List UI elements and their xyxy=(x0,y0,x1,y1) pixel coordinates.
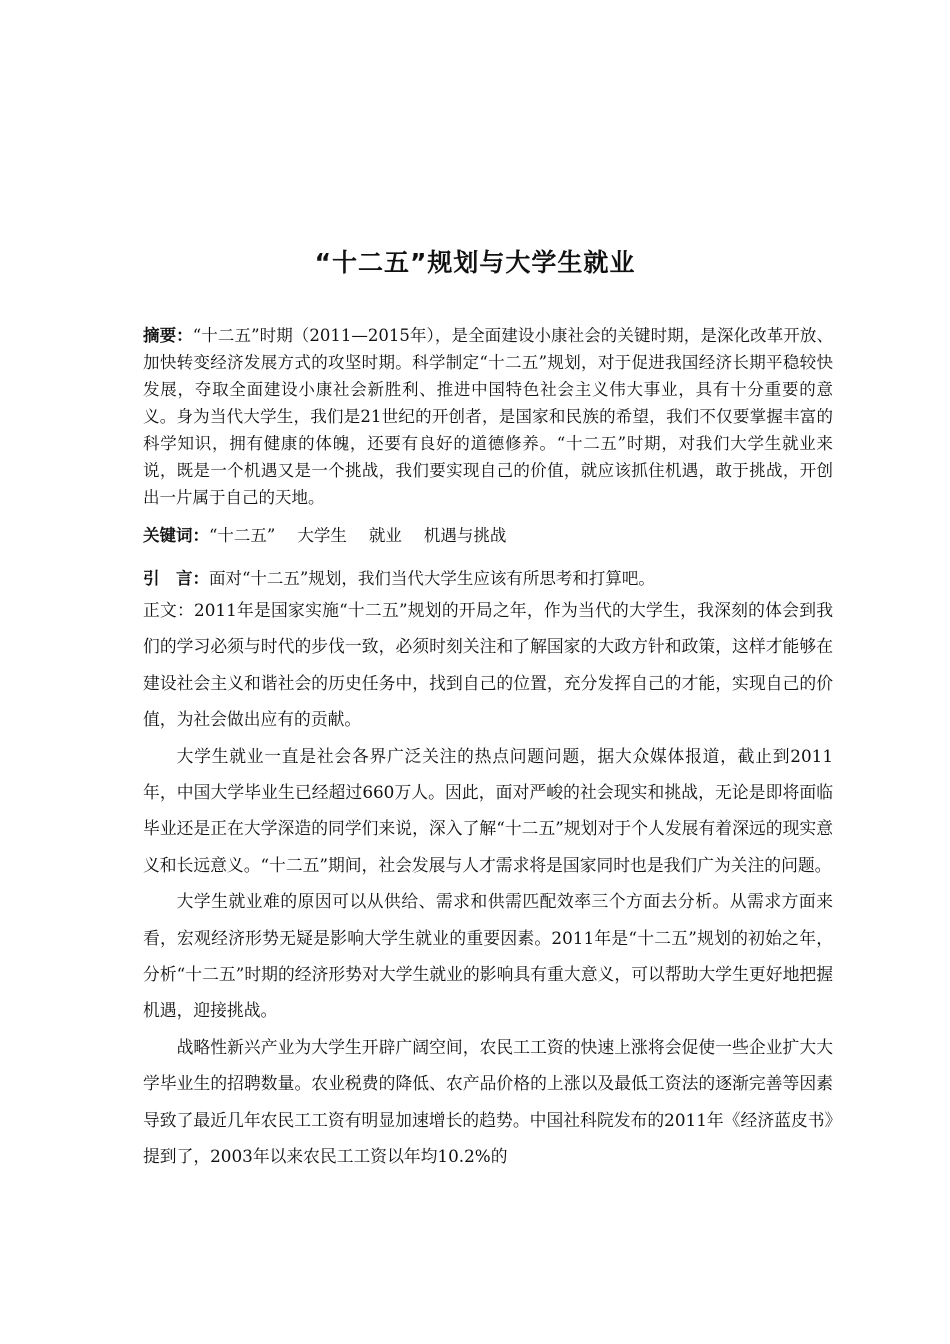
keywords xyxy=(143,522,833,549)
body-text xyxy=(143,592,833,1175)
intro-label: 引 言： xyxy=(143,569,209,588)
body-paragraph-3: 大学生就业难的原因可以从供给、需求和供需匹配效率三个方面去分析。从需求方面来看，宏观经济形势无疑是影响大学生就业的重要因素。2011年是“十二五”规划的初始之年，分析“十二五”时期的经济形势对大学生就业的影响具有重大意义，可以帮助大学生更好地把握机遇，迎接挑战。 xyxy=(143,891,833,1021)
keyword-1: “十二五” xyxy=(209,526,276,545)
abstract xyxy=(143,322,833,511)
keywords-label: 关键词： xyxy=(143,526,209,545)
keyword-2: 大学生 xyxy=(297,526,347,545)
body-paragraph-2: 大学生就业一直是社会各界广泛关注的热点问题问题，据大众媒体报道，截止到2011年，中国大学毕业生已经超过660万人。因此，面对严峻的社会现实和挑战，无论是即将面临毕业还是正在大学深造的同学们来说，深入了解“十二五”规划对于个人发展有着深远的现实意义和长远意义。“十二五”期间，社会发展与人才需求将是国家同时也是我们广为关注的问题。 xyxy=(143,745,833,875)
body-paragraph-4: 战略性新兴产业为大学生开辟广阔空间，农民工工资的快速上涨将会促使一些企业扩大大学毕业生的招聘数量。农业税费的降低、农产品价格的上涨以及最低工资法的逐渐完善等因素导致了最近几年农民工工资有明显加速增长的趋势。中国社科院发布的2011年《经济蓝皮书》提到了，2003年以来农民工工资以年均10.2%的 xyxy=(143,1036,833,1167)
abstract-label: 摘要： xyxy=(143,326,193,345)
introduction xyxy=(143,566,833,592)
abstract-text: “十二五”时期（2011—2015年），是全面建设小康社会的关键时期，是深化改革开放、加快转变经济发展方式的攻坚时期。科学制定“十二五”规划，对于促进我国经济长期平稳较快发展，夺取全面建设小康社会新胜利、推进中国特色社会主义伟大事业，具有十分重要的意义。身为当代大学生，我们是21世纪的开创者，是国家和民族的希望，我们不仅要掌握丰富的科学知识，拥有健康的体魄，还要有良好的道德修养。“十二五”时期，对我们大学生就业来说，既是一个机遇又是一个挑战，我们要实现自己的价值，就应该抓住机遇，敢于挑战，开创出一片属于自己的天地。 xyxy=(143,326,833,507)
keyword-4: 机遇与挑战 xyxy=(423,526,507,545)
paper-title: “十二五”规划与大学生就业 xyxy=(314,248,636,277)
body-paragraph-1: 正文：2011年是国家实施“十二五”规划的开局之年，作为当代的大学生，我深刻的体会到我们的学习必须与时代的步伐一致，必须时刻关注和了解国家的大政方针和政策，这样才能够在建设社会主义和谐社会的历史任务中，找到自己的位置，充分发挥自己的才能，实现自己的价值，为社会做出应有的贡献。 xyxy=(143,600,833,730)
intro-text: 面对“十二五”规划，我们当代大学生应该有所思考和打算吧。 xyxy=(209,569,655,588)
keyword-3: 就业 xyxy=(368,526,402,545)
